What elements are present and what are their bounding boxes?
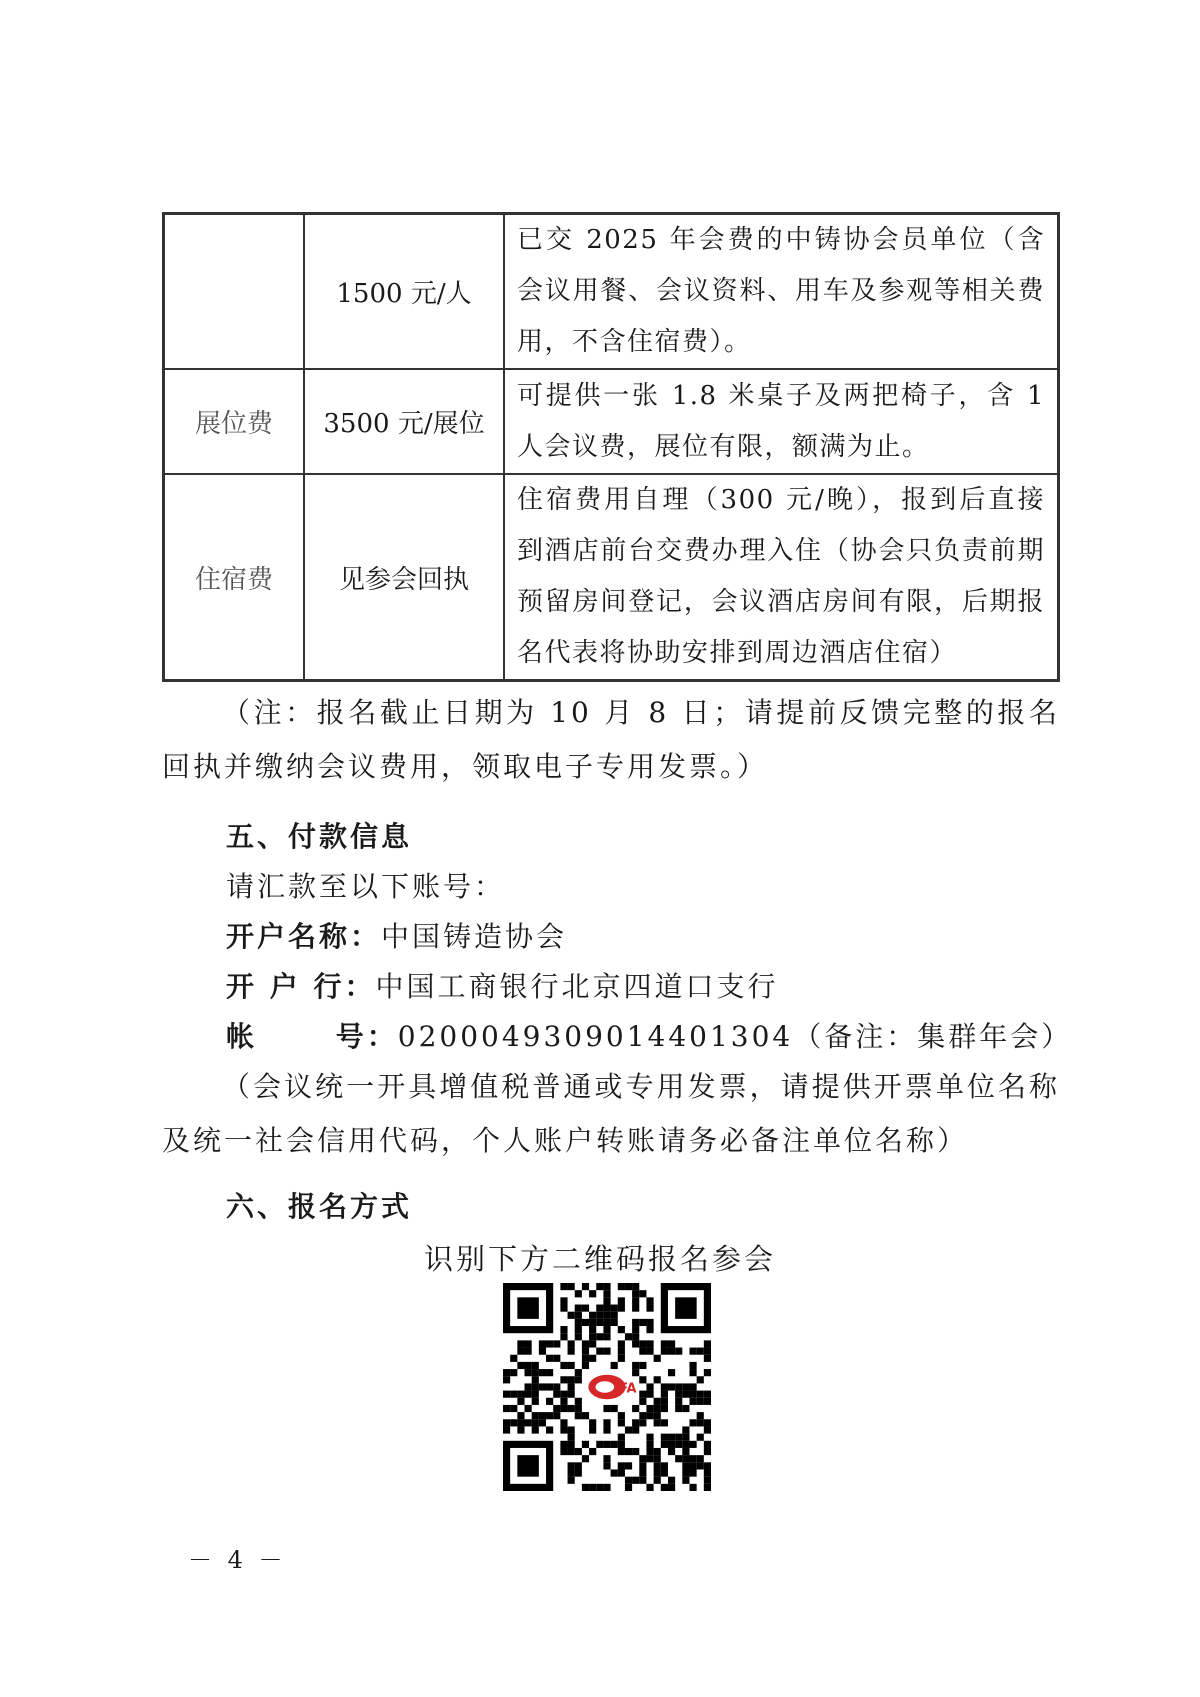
registration-note: （注：报名截止日期为 10 月 8 日；请提前反馈完整的报名回执并缴纳会议费用，领取电子专用发票。） bbox=[162, 696, 1060, 783]
bank-label: 开 户 行： bbox=[226, 970, 376, 1003]
invoice-note: （会议统一开具增值税普通或专用发票，请提供开票单位名称及统一社会信用代码，个人账户转账请务必备注单位名称） bbox=[162, 1070, 1060, 1157]
account-number-label: 帐 号： bbox=[226, 1020, 398, 1053]
qr-finder-top-right bbox=[661, 1283, 711, 1333]
fee-amount-cell: 3500 元/展位 bbox=[304, 369, 504, 474]
qr-caption: 识别下方二维码报名参会 bbox=[423, 1242, 776, 1276]
page-number: － 4 － bbox=[188, 1546, 287, 1574]
fee-note-cell: 已交 2025 年会费的中铸协会员单位（含会议用餐、会议资料、用车及参观等相关费用，不含住宿费）。 bbox=[504, 214, 1058, 369]
bank-value: 中国工商银行北京四道口支行 bbox=[375, 970, 779, 1003]
account-number-value: 0200049309014401304（备注：集群年会） bbox=[397, 1020, 1073, 1053]
fee-amount-cell: 见参会回执 bbox=[304, 474, 504, 680]
account-name-line bbox=[226, 915, 567, 955]
remit-intro: 请汇款至以下账号： bbox=[226, 870, 506, 903]
fee-row-lodging bbox=[164, 474, 1058, 680]
account-number-line bbox=[226, 1015, 1072, 1055]
fee-row-booth bbox=[164, 369, 1058, 474]
qr-finder-top-left bbox=[503, 1283, 553, 1333]
fee-row-member bbox=[164, 214, 1058, 369]
fee-amount-cell: 1500 元/人 bbox=[304, 214, 504, 369]
fee-table bbox=[162, 212, 1060, 682]
account-name-label: 开户名称： bbox=[226, 920, 382, 953]
fee-note-cell: 可提供一张 1.8 米桌子及两把椅子，含 1 人会议费，展位有限，额满为止。 bbox=[504, 369, 1058, 474]
section5-heading: 五、付款信息 bbox=[226, 820, 413, 853]
qr-logo-text: FA bbox=[619, 1381, 637, 1397]
bank-line bbox=[226, 965, 779, 1005]
account-name-value: 中国铸造协会 bbox=[381, 920, 568, 953]
fee-item-cell bbox=[164, 214, 304, 369]
registration-qr-code[interactable] bbox=[503, 1283, 711, 1491]
qr-finder-bottom-left bbox=[503, 1441, 553, 1491]
fee-item-cell: 展位费 bbox=[164, 369, 304, 474]
fee-note-cell: 住宿费用自理（300 元/晚），报到后直接到酒店前台交费办理入住（协会只负责前期预留房间登记，会议酒店房间有限，后期报名代表将协助安排到周边酒店住宿） bbox=[504, 474, 1058, 680]
section6-heading: 六、报名方式 bbox=[226, 1190, 413, 1223]
fee-item-cell: 住宿费 bbox=[164, 474, 304, 680]
